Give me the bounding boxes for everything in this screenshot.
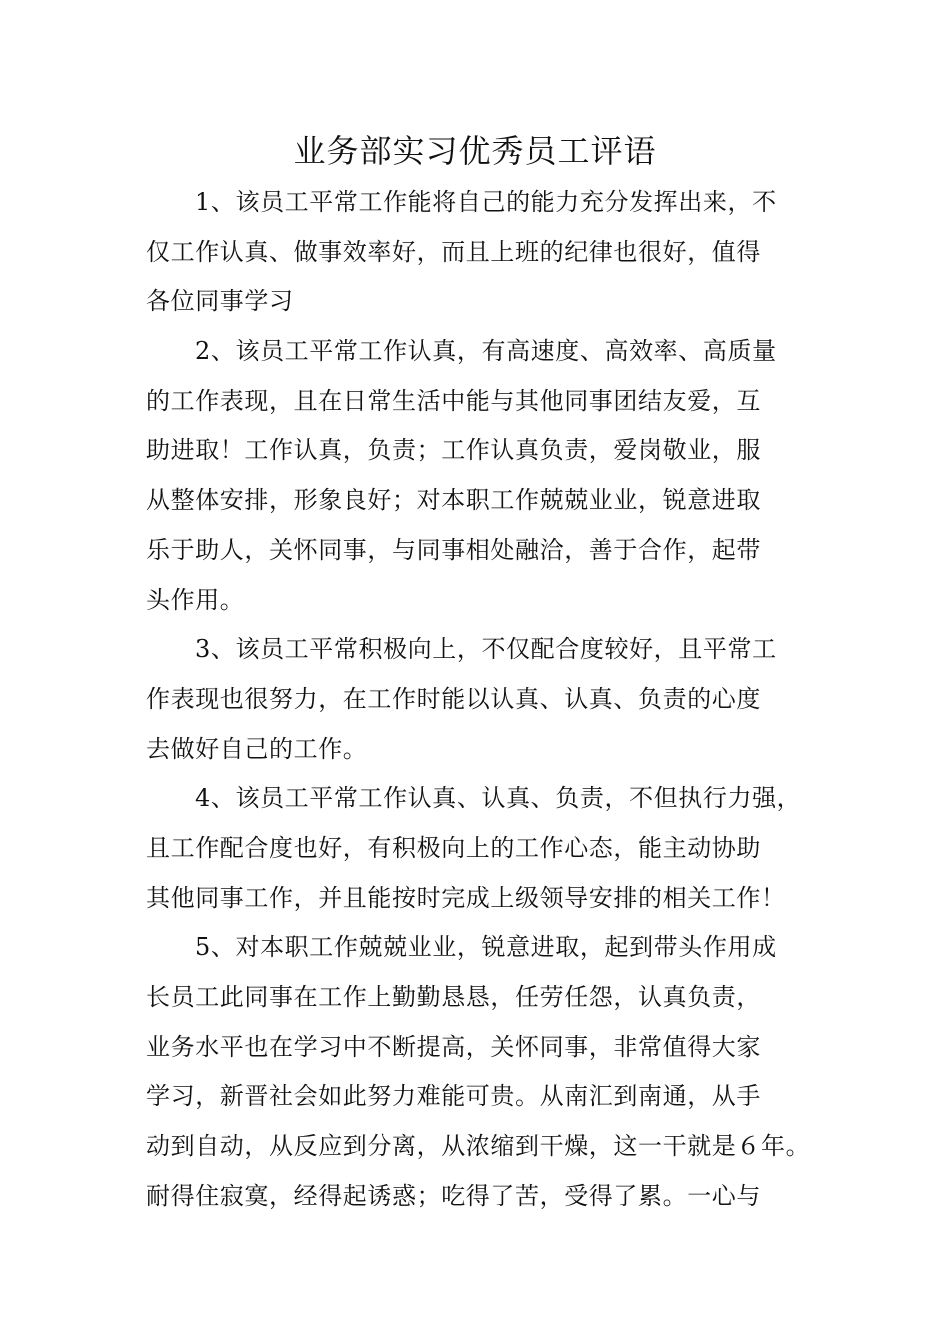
paragraph-2-line-6: 头作用。 xyxy=(146,585,245,614)
paragraph-4-line-2: 且工作配合度也好，有积极向上的工作心态，能主动协助 xyxy=(146,833,761,862)
paragraph-5-line-5: 动到自动，从反应到分离，从浓缩到干燥，这一干就是６年。 xyxy=(146,1132,811,1161)
paragraph-5-line-3: 业务水平也在学习中不断提高，关怀同事，非常值得大家 xyxy=(146,1032,761,1061)
paragraph-2-line-4: 从整体安排，形象良好；对本职工作兢兢业业，锐意进取 xyxy=(146,486,761,515)
paragraph-3-line-1: 3、该员工平常积极向上，不仅配合度较好，且平常工 xyxy=(195,635,777,664)
paragraph-4-line-3: 其他同事工作，并且能按时完成上级领导安排的相关工作！ xyxy=(146,883,786,912)
paragraph-2-line-1: 2、该员工平常工作认真，有高速度、高效率、高质量 xyxy=(195,337,777,366)
paragraph-3-line-2: 作表现也很努力，在工作时能以认真、认真、负责的心度 xyxy=(146,684,761,713)
paragraph-5-line-6: 耐得住寂寞，经得起诱惑；吃得了苦，受得了累。一心与 xyxy=(146,1181,761,1210)
paragraph-4-line-1: 4、该员工平常工作认真、认真、负责，不但执行力强， xyxy=(195,784,802,813)
paragraph-2-line-5: 乐于助人，关怀同事，与同事相处融洽，善于合作，起带 xyxy=(146,535,761,564)
paragraph-5-line-4: 学习，新晋社会如此努力难能可贵。从南汇到南通，从手 xyxy=(146,1082,761,1111)
document-body xyxy=(146,178,830,1221)
paragraph-2-line-2: 的工作表现，且在日常生活中能与其他同事团结友爱，互 xyxy=(146,386,761,415)
paragraph-1-line-1: 1、该员工平常工作能将自己的能力充分发挥出来，不 xyxy=(195,188,777,216)
paragraph-2-line-3: 助进取！工作认真，负责；工作认真负责，爱岗敬业，服 xyxy=(146,436,761,465)
paragraph-1-line-3: 各位同事学习 xyxy=(146,287,294,316)
paragraph-1-line-2: 仅工作认真、做事效率好，而且上班的纪律也很好，值得 xyxy=(146,237,761,266)
document-title: 业务部实习优秀员工评语 xyxy=(293,132,657,170)
paragraph-5-line-1: 5、对本职工作兢兢业业，锐意进取，起到带头作用成 xyxy=(195,933,777,962)
paragraph-5-line-2: 长员工此同事在工作上勤勤恳恳，任劳任怨，认真负责， xyxy=(146,983,761,1011)
paragraph-3-line-3: 去做好自己的工作。 xyxy=(146,734,368,763)
